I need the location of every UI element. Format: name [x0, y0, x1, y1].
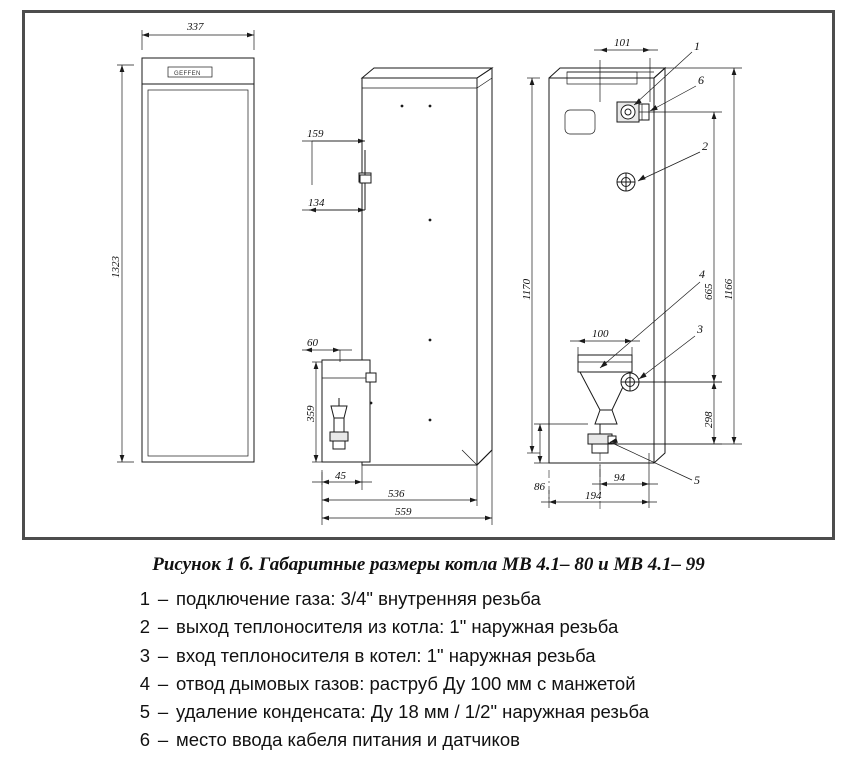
dim-side-134 [302, 197, 365, 212]
legend-number: 6 [139, 729, 150, 751]
list-item [132, 645, 832, 673]
dim-text-100: 100 [592, 328, 609, 340]
legend-dash: – [157, 729, 169, 751]
front-view [142, 58, 254, 462]
svg-text:GEFFEN: GEFFEN [174, 71, 201, 77]
dim-text-94: 94 [614, 472, 625, 484]
dim-front-width [142, 21, 254, 50]
dim-text-194: 194 [585, 490, 602, 502]
dim-back-1170 [521, 78, 540, 453]
callout-text-1: 1 [694, 39, 700, 53]
dim-text-159: 159 [307, 128, 324, 140]
legend-number: 1 [139, 588, 150, 609]
legend-list [132, 588, 832, 758]
dim-text-359: 359 [305, 405, 317, 422]
legend-text: место ввода кабеля питания и датчиков [176, 729, 520, 751]
legend-number: 4 [139, 672, 150, 694]
legend-dash: – [157, 588, 169, 609]
dim-back-194 [541, 490, 657, 508]
callout-6 [650, 73, 704, 111]
callout-text-3: 3 [697, 322, 703, 336]
legend-dash: – [157, 616, 169, 638]
legend-text: отвод дымовых газов: раструб Ду 100 мм с манжетой [176, 672, 636, 694]
dim-text-1166: 1166 [723, 278, 735, 300]
legend-text: вход теплоносителя в котел: 1" наружная резьба [176, 644, 596, 666]
dim-text-1170: 1170 [521, 278, 533, 300]
callout-text-4: 4 [699, 267, 705, 281]
legend-dash: – [157, 672, 169, 694]
list-item [132, 729, 832, 757]
callout-text-2: 2 [702, 139, 708, 153]
legend-dash: – [157, 701, 169, 723]
list-item [132, 673, 832, 701]
dim-text-536: 536 [388, 488, 405, 500]
dim-side-45 [312, 465, 372, 490]
dim-text-1323: 1323 [110, 256, 122, 278]
callout-text-6: 6 [698, 73, 704, 87]
dim-text-559: 559 [395, 506, 412, 518]
dim-text-298: 298 [703, 411, 715, 428]
dim-text-45: 45 [335, 470, 346, 482]
legend-number: 2 [139, 616, 150, 638]
list-item [132, 701, 832, 729]
legend-text: выход теплоносителя из котла: 1" наружная резьба [176, 616, 619, 638]
callout-text-5: 5 [694, 473, 700, 487]
dim-text-86: 86 [534, 481, 545, 493]
legend-text: удаление конденсата: Ду 18 мм / 1/2" наружная резьба [176, 701, 650, 723]
dim-text-101: 101 [614, 37, 631, 49]
dim-text-337: 337 [187, 21, 204, 33]
dim-side-359 [305, 362, 322, 462]
legend-number: 5 [139, 701, 150, 723]
dim-text-665: 665 [703, 283, 715, 300]
list-item [132, 588, 832, 616]
dim-side-60 [302, 337, 352, 362]
dim-text-134: 134 [308, 197, 325, 209]
legend-number: 3 [139, 644, 150, 666]
legend-text: подключение газа: 3/4" внутренняя резьба [176, 588, 541, 609]
legend-dash: – [157, 644, 169, 666]
list-item [132, 616, 832, 644]
figure-caption: Рисунок 1 б. Габаритные размеры котла МВ 4.1– 80 и МВ 4.1– 99 [152, 554, 705, 575]
dim-front-height [110, 65, 134, 462]
dim-side-159 [302, 128, 365, 185]
technical-drawing [22, 10, 835, 540]
side-view [322, 68, 492, 488]
dim-text-60: 60 [307, 337, 318, 349]
